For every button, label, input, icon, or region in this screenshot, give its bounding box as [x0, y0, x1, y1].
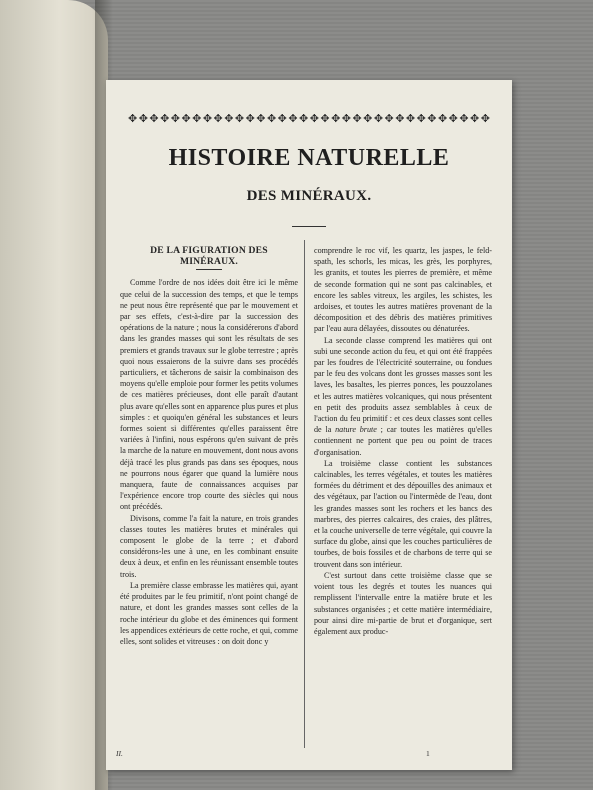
ornament-glyph: ✥ [448, 114, 458, 124]
ornament-glyph: ✥ [470, 114, 480, 124]
paragraph: Comme l'ordre de nos idées doit être ici le même que celui de la succession des temps, et que le temps ne peut nous être représenté que par le mouvement et par ses effets, c'est-à-dire par la succession des opérations de la nature ; nous la considérerons d'abord dans les grandes masses qui sont les résultats de ses premiers et grands travaux sur le globe terrestre ; après quoi nous essaierons de la suivre dans ses procédés particuliers, et tâcherons de saisir la combinaison des moyens qu'elle emploie pour former les petits volumes de ces matières précieuses, dont elle paraît d'autant plus avare qu'elles sont en apparence plus pures et plus simples : et quoiqu'en général les substances et leurs formes soient si différentes qu'elles paraissent être variées à l'infini, nous espérons qu'en suivant de près la marche de la nature en mouvement, dont nous avons déjà tracé les plus grands pas dans ses époques, nous ne pourrons nous égarer que quand la lumière nous manquera, faute de connaissances acquises par l'expérience encore trop courte des siècles qui nous ont précédés. [120, 278, 298, 512]
ornament-glyph: ✥ [459, 114, 469, 124]
book-page [106, 80, 512, 770]
section-title: DE LA FIGURATION DES MINÉRAUX. [150, 245, 268, 268]
title-rule [292, 226, 326, 227]
ornamental-border [128, 114, 490, 124]
ornament-glyph: ✥ [416, 114, 426, 124]
text-column-right [314, 245, 492, 741]
page-title: HISTOIRE NATURELLE [168, 145, 450, 171]
paragraph-text: La seconde classe comprend les matières qui ont subi une seconde action du feu, et qui ont été frappées par les foudres de l'électricité souterraine, ou fondues par le feu des volcans dont les grosses masses sont les laves, les basaltes, les pierres ponces, les pouzzolanes et les autres matières volcaniques, qui nous présentent en petit des produits assez semblables à ceux de l'action du feu primitif : et ces deux classes sont celles de la [314, 335, 492, 435]
ornament-glyph: ✥ [288, 114, 298, 124]
ornament-glyph: ✥ [224, 114, 234, 124]
ornament-glyph: ✥ [363, 114, 373, 124]
column-divider [304, 240, 305, 748]
italic-term: nature brute [335, 425, 377, 435]
ornament-glyph: ✥ [266, 114, 277, 124]
paragraph [314, 335, 492, 458]
paragraph: C'est surtout dans cette troisième classe que se voient tous les degrés et toutes les nuances qui remplissent l'intervalle entre la matière brute et les substances organisées ; et cette matière intermédiaire, pour ainsi dire mi-partie de brut et d'organique, sert également aux produc- [314, 570, 492, 636]
ornament-glyph: ✥ [373, 114, 384, 124]
paragraph-text: ; car toutes les matières qu'elles contiennent ne portent que peu ou point de traces d'organisation. [314, 425, 492, 457]
ornament-glyph: ✥ [181, 114, 191, 124]
paragraph: Divisons, comme l'a fait la nature, en trois grandes classes toutes les matières brutes et minérales qui composent le globe de la terre ; et d'abord considérons-les une à une, en les combinant ensuite deux à deux, et enfin en les réunissant ensemble toutes trois. [120, 513, 298, 579]
text-column-left [120, 245, 298, 741]
ornament-glyph: ✥ [160, 114, 170, 124]
ornament-glyph: ✥ [256, 114, 266, 124]
ornament-glyph: ✥ [138, 114, 148, 124]
ornament-glyph: ✥ [384, 114, 394, 124]
ornament-glyph: ✥ [245, 114, 255, 124]
signature-mark: II. [116, 749, 123, 758]
ornament-glyph: ✥ [427, 114, 437, 124]
ornament-glyph: ✥ [309, 114, 319, 124]
page-subtitle: DES MINÉRAUX. [246, 188, 372, 204]
ornament-glyph: ✥ [277, 114, 287, 124]
ornament-glyph: ✥ [299, 114, 309, 124]
page-number: 1 [426, 749, 430, 758]
paragraph: La troisième classe contient les substances calcinables, les terres végétales, et toutes les matières formées du détriment et des dépouilles des animaux et des végétaux, par l'action ou l'intermède de l'eau, dont les grandes masses sont les rochers et les bancs des marbres, des pierres calcaires, des craies, des plâtres, et la couche universelle de terre végétale, qui couvre la surface du globe, ainsi que les couches particulières de tourbes, de bois fossiles et de charbons de terre qui se trouvent dans son intérieur. [314, 458, 492, 569]
ornament-glyph: ✥ [202, 114, 213, 124]
ornament-glyph: ✥ [320, 114, 330, 124]
ornament-glyph: ✥ [331, 114, 341, 124]
paragraph: comprendre le roc vif, les quartz, les jaspes, le feld-spath, les schorls, les micas, les grès, les porphyres, les granits, et toutes les pierres de première, et même de seconde formation qui ne sont pas calcinables, et encore les sables vitreux, les argiles, les schistes, les ardoises, et toutes les autres matières provenant de la décomposition et des débris des matières primitives par l'eau aura délayées, dissoutes ou dénaturées. [314, 246, 492, 334]
ornament-glyph: ✥ [352, 114, 362, 124]
ornament-glyph: ✥ [170, 114, 180, 124]
ornament-glyph: ✥ [213, 114, 223, 124]
ornament-glyph: ✥ [395, 114, 405, 124]
section-rule [196, 269, 222, 270]
ornament-glyph: ✥ [480, 114, 490, 124]
ornament-glyph: ✥ [192, 114, 202, 124]
ornament-glyph: ✥ [405, 114, 416, 124]
ornament-glyph: ✥ [128, 114, 138, 124]
left-page [0, 0, 108, 790]
ornament-glyph: ✥ [149, 114, 159, 124]
ornament-glyph: ✥ [437, 114, 448, 124]
ornament-glyph: ✥ [234, 114, 245, 124]
paragraph: La première classe embrasse les matières qui, ayant été produites par le feu primitif, n'ont point changé de nature, et dont les grandes masses sont celles de la roche intérieur du globe et des éminences qui forment les appendices extérieurs de cette roche, et qui, comme elles, sont solides et vitreuses : on doit donc y [120, 580, 298, 646]
ornament-glyph: ✥ [341, 114, 351, 124]
